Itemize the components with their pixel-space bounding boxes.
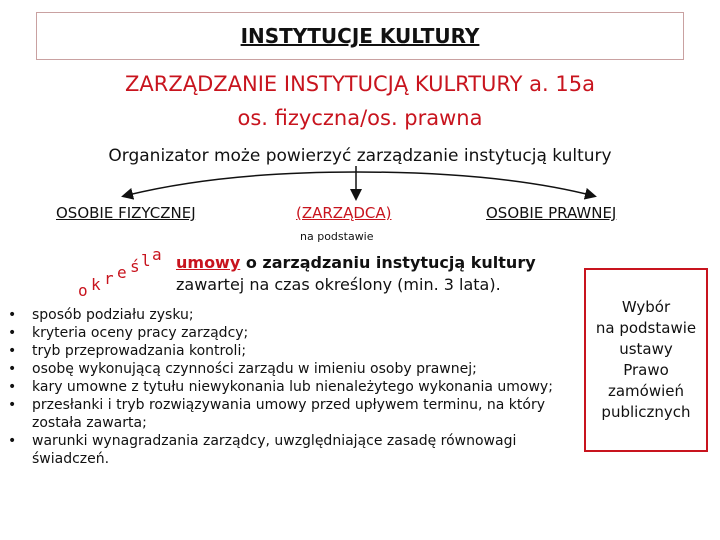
list-item-text: kary umowne z tytułu niewykonania lub nienależytego wykonania umowy; xyxy=(32,379,553,395)
okresla-letter: a xyxy=(152,245,162,264)
branch-manager-label: (ZARZĄDCA) xyxy=(296,204,392,222)
list-item: • przesłanki i tryb rozwiązywania umowy przed upływem terminu, na który została zawarta; xyxy=(8,397,545,431)
okresla-letter: e xyxy=(117,263,127,282)
list-item-text: tryb przeprowadzania kontroli; xyxy=(32,343,247,359)
contract-items-list xyxy=(8,306,558,468)
branch-arrow-left xyxy=(124,172,356,196)
basis-label: na podstawie xyxy=(300,230,374,243)
contract-title: o zarządzaniu instytucją kultury xyxy=(240,253,536,272)
page-title: INSTYTUCJE KULTURY xyxy=(240,24,480,48)
procurement-note-text xyxy=(596,297,696,423)
organizer-text: Organizator może powierzyć zarządzanie instytucją kultury xyxy=(108,146,612,166)
okresla-letter: r xyxy=(104,269,114,288)
procurement-note-line: na podstawie xyxy=(595,319,697,337)
branch-legal-person xyxy=(486,204,616,222)
list-item: • warunki wynagradzania zarządcy, uwzględniające zasadę równowagi świadczeń. xyxy=(8,433,517,467)
list-item: • tryb przeprowadzania kontroli; xyxy=(8,343,247,359)
procurement-note-line: publicznych xyxy=(601,403,691,421)
list-item-text: przesłanki i tryb rozwiązywania umowy przed upływem terminu, na który została zawarta; xyxy=(32,397,545,431)
okresla-letter: o xyxy=(78,281,88,300)
branch-legal-person-label: OSOBIE PRAWNEJ xyxy=(486,204,617,222)
branch-natural-person xyxy=(56,204,196,222)
contract-term: zawartej na czas określony (min. 3 lata). xyxy=(176,275,501,294)
procurement-note-line: ustawy xyxy=(619,340,673,358)
list-item: • kary umowne z tytułu niewykonania lub nienależytego wykonania umowy; xyxy=(8,379,553,395)
heading-line-2: os. fizyczna/os. prawna xyxy=(237,106,483,130)
procurement-note-line: Prawo xyxy=(623,361,669,379)
branch-manager xyxy=(296,204,392,222)
procurement-note-line: zamówień xyxy=(607,382,685,400)
procurement-note-line: Wybór xyxy=(621,298,671,316)
list-item-text: warunki wynagradzania zarządcy, uwzględniające zasadę równowagi świadczeń. xyxy=(32,433,517,467)
list-item: • sposób podziału zysku; xyxy=(8,307,194,323)
branch-arrow-right xyxy=(356,172,594,196)
okresla-letter: ś xyxy=(130,257,140,276)
branch-natural-person-label: OSOBIE FIZYCZNEJ xyxy=(56,204,196,222)
list-item-text: osobę wykonującą czynności zarządu w imieniu osoby prawnej; xyxy=(32,361,477,377)
procurement-note-box xyxy=(584,268,708,452)
heading-line-1: ZARZĄDZANIE INSTYTUCJĄ KULRTURY a. 15a xyxy=(125,72,595,96)
list-item: • osobę wykonującą czynności zarządu w imieniu osoby prawnej; xyxy=(8,361,477,377)
list-item: • kryteria oceny pracy zarządcy; xyxy=(8,325,249,341)
contract-text xyxy=(176,252,556,296)
contract-keyword: umowy xyxy=(176,253,241,272)
list-item-text: kryteria oceny pracy zarządcy; xyxy=(32,325,249,341)
list-item-text: sposób podziału zysku; xyxy=(32,307,194,323)
okresla-letter: l xyxy=(141,251,151,270)
okresla-letter: k xyxy=(91,275,101,294)
okresla-wordart xyxy=(76,244,166,300)
